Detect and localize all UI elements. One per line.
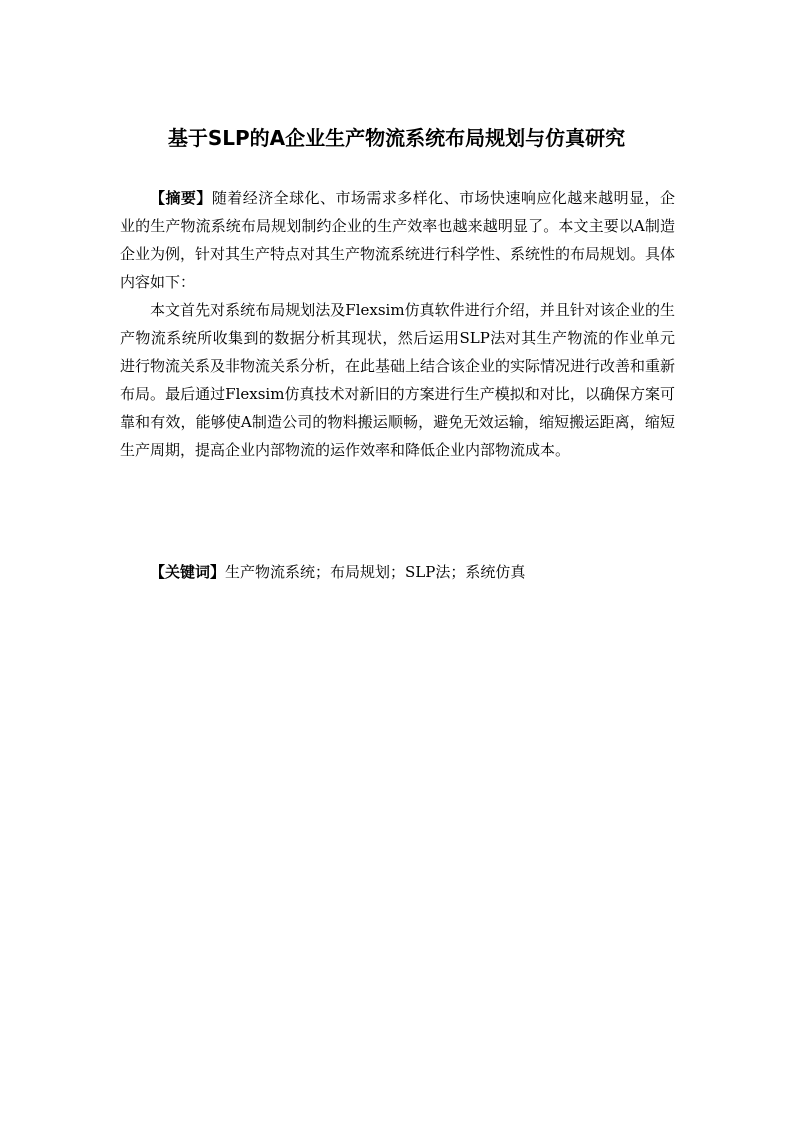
abstract-paragraph-2: 本文首先对系统布局规划法及Flexsim仿真软件进行介绍，并且针对该企业的生产物流系统所收集到的数据分析其现状，然后运用SLP法对其生产物流的作业单元进行物流关系及非物流关系分析，在此基础上结合该企业的实际情况进行改善和重新布局。最后通过Flexsim仿真技术对新旧的方案进行生产模拟和对比，以确保方案可靠和有效，能够使A制造公司的物料搬运顺畅，避免无效运输，缩短搬运距离，缩短生产周期，提高企业内部物流的运作效率和降低企业内部物流成本。	[120, 301, 676, 459]
keywords-section	[120, 558, 675, 586]
abstract-text-1: 随着经济全球化、市场需求多样化、市场快速响应化越来越明显，企业的生产物流系统布局规划制约企业的生产效率也越来越明显了。本文主要以A制造企业为例，针对其生产特点对其生产物流系统进行科学性、系统性的布局规划。具体内容如下：	[120, 189, 676, 291]
abstract-label: 【摘要】	[150, 189, 212, 207]
abstract-paragraph-1	[120, 184, 675, 296]
keywords-label: 【关键词】	[150, 563, 226, 581]
abstract-section	[120, 184, 675, 464]
paper-title: 基于SLP的A企业生产物流系统布局规划与仿真研究	[167, 126, 626, 150]
keywords-text: 生产物流系统；布局规划；SLP法；系统仿真	[225, 563, 526, 581]
